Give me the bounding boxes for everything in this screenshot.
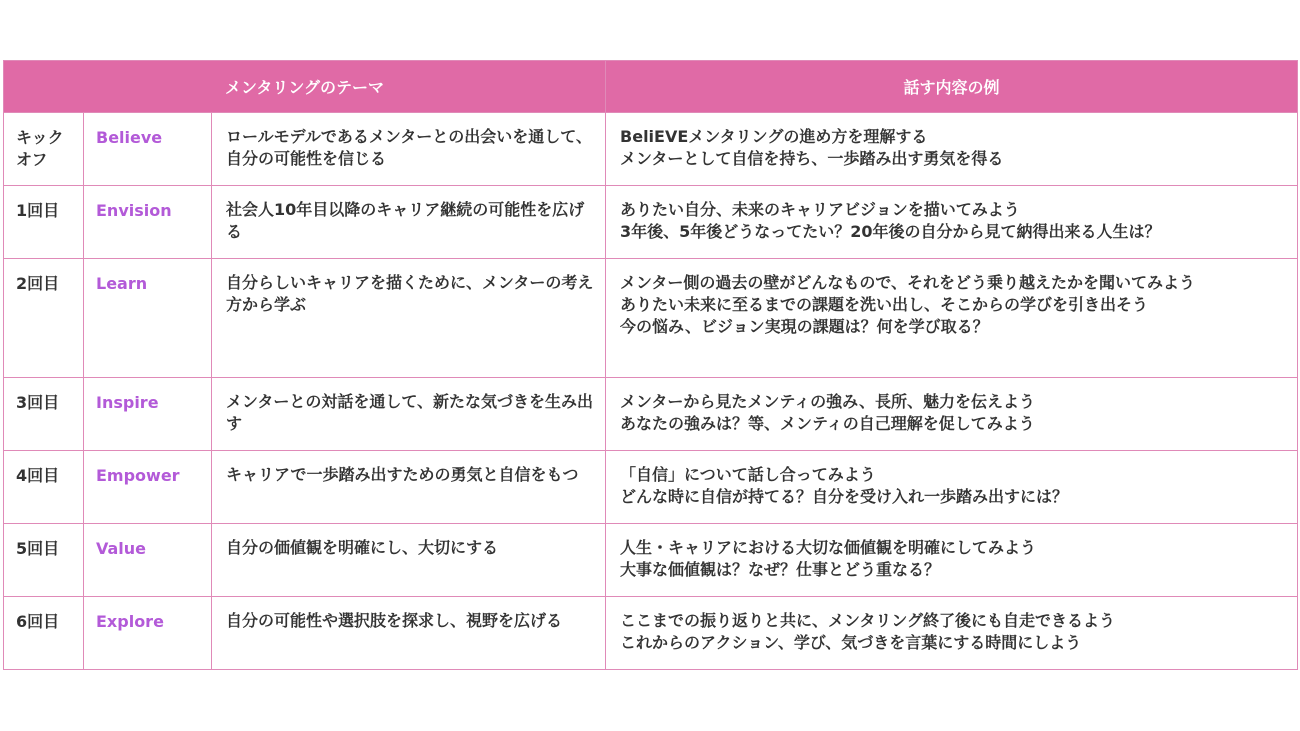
header-theme: メンタリングのテーマ: [4, 61, 606, 113]
example-line: 3年後、5年後どうなってたい？20年後の自分から見て納得出来る人生は？: [620, 222, 1161, 241]
examples-cell: [606, 524, 1298, 597]
description-text: ロールモデルであるメンターとの出会いを通して、自分の可能性を信じる: [226, 127, 592, 168]
example-line: これからのアクション、学び、気づきを言葉にする時間にしよう: [620, 633, 1082, 652]
example-line: 今の悩み、ビジョン実現の課題は？何を学び取る？: [620, 317, 989, 336]
theme-cell: Envision: [84, 186, 212, 259]
session-cell: [4, 113, 84, 186]
example-line: メンターとして自信を持ち、一歩踏み出す勇気を得る: [620, 149, 1004, 168]
description-cell: [212, 451, 606, 524]
examples-cell: [606, 451, 1298, 524]
session-cell: 1回目: [4, 186, 84, 259]
example-line: メンターから見たメンティの強み、長所、魅力を伝えよう: [620, 392, 1036, 411]
example-line: 大事な価値観は？なぜ？仕事とどう重なる？: [620, 560, 941, 579]
table-row: [4, 186, 1298, 259]
session-cell: 3回目: [4, 378, 84, 451]
examples-cell: [606, 378, 1298, 451]
examples-cell: [606, 597, 1298, 670]
theme-cell: Explore: [84, 597, 212, 670]
session-cell: 5回目: [4, 524, 84, 597]
description-text: 自分の価値観を明確にし、大切にする: [226, 538, 499, 557]
examples-cell: [606, 186, 1298, 259]
example-line: どんな時に自信が持てる？自分を受け入れ一歩踏み出すには？: [620, 487, 1069, 506]
description-cell: [212, 259, 606, 378]
table-row: [4, 451, 1298, 524]
examples-cell: [606, 259, 1298, 378]
table-row: [4, 378, 1298, 451]
examples-cell: [606, 113, 1298, 186]
theme-cell: Value: [84, 524, 212, 597]
description-text: 自分らしいキャリアを描くために、メンターの考え方から学ぶ: [226, 273, 594, 314]
example-line: 「自信」について話し合ってみよう: [620, 465, 876, 484]
description-cell: [212, 524, 606, 597]
description-text: 自分の可能性や選択肢を探求し、視野を広げる: [226, 611, 563, 630]
table-row: [4, 113, 1298, 186]
description-cell: [212, 113, 606, 186]
session-cell: 6回目: [4, 597, 84, 670]
description-text: キャリアで一歩踏み出すための勇気と自信をもつ: [226, 465, 579, 484]
description-text: 社会人10年目以降のキャリア継続の可能性を広げる: [226, 200, 585, 241]
description-text: メンターとの対話を通して、新たな気づきを生み出す: [226, 392, 594, 433]
example-line-wrapped: メンター側の過去の壁がどんなもので、それをどう乗り越えたかを聞いてみよう: [620, 273, 1196, 292]
example-line: あなたの強みは？等、メンティの自己理解を促してみよう: [620, 414, 1035, 433]
theme-cell: Believe: [84, 113, 212, 186]
example-line: BeliEVEメンタリングの進め方を理解する: [620, 127, 928, 146]
theme-cell: Learn: [84, 259, 212, 378]
session-label-line1: キック: [16, 128, 64, 147]
table-row: [4, 259, 1298, 378]
example-line: ありたい未来に至るまでの課題を洗い出し、そこからの学びを引き出そう: [620, 295, 1149, 314]
table-row: [4, 597, 1298, 670]
description-cell: [212, 378, 606, 451]
theme-cell: Empower: [84, 451, 212, 524]
session-cell: 4回目: [4, 451, 84, 524]
description-cell: [212, 186, 606, 259]
table-row: [4, 524, 1298, 597]
session-cell: 2回目: [4, 259, 84, 378]
description-cell: [212, 597, 606, 670]
example-line: ここまでの振り返りと共に、メンタリング終了後にも自走できるよう: [620, 611, 1116, 630]
mentoring-theme-table: [3, 60, 1298, 670]
table-header-row: [4, 61, 1298, 113]
example-line: ありたい自分、未来のキャリアビジョンを描いてみよう: [620, 200, 1020, 219]
theme-cell: Inspire: [84, 378, 212, 451]
header-examples: 話す内容の例: [606, 61, 1298, 113]
session-label-line2: オフ: [16, 150, 48, 169]
example-line: 人生・キャリアにおける大切な価値観を明確にしてみよう: [620, 538, 1037, 557]
